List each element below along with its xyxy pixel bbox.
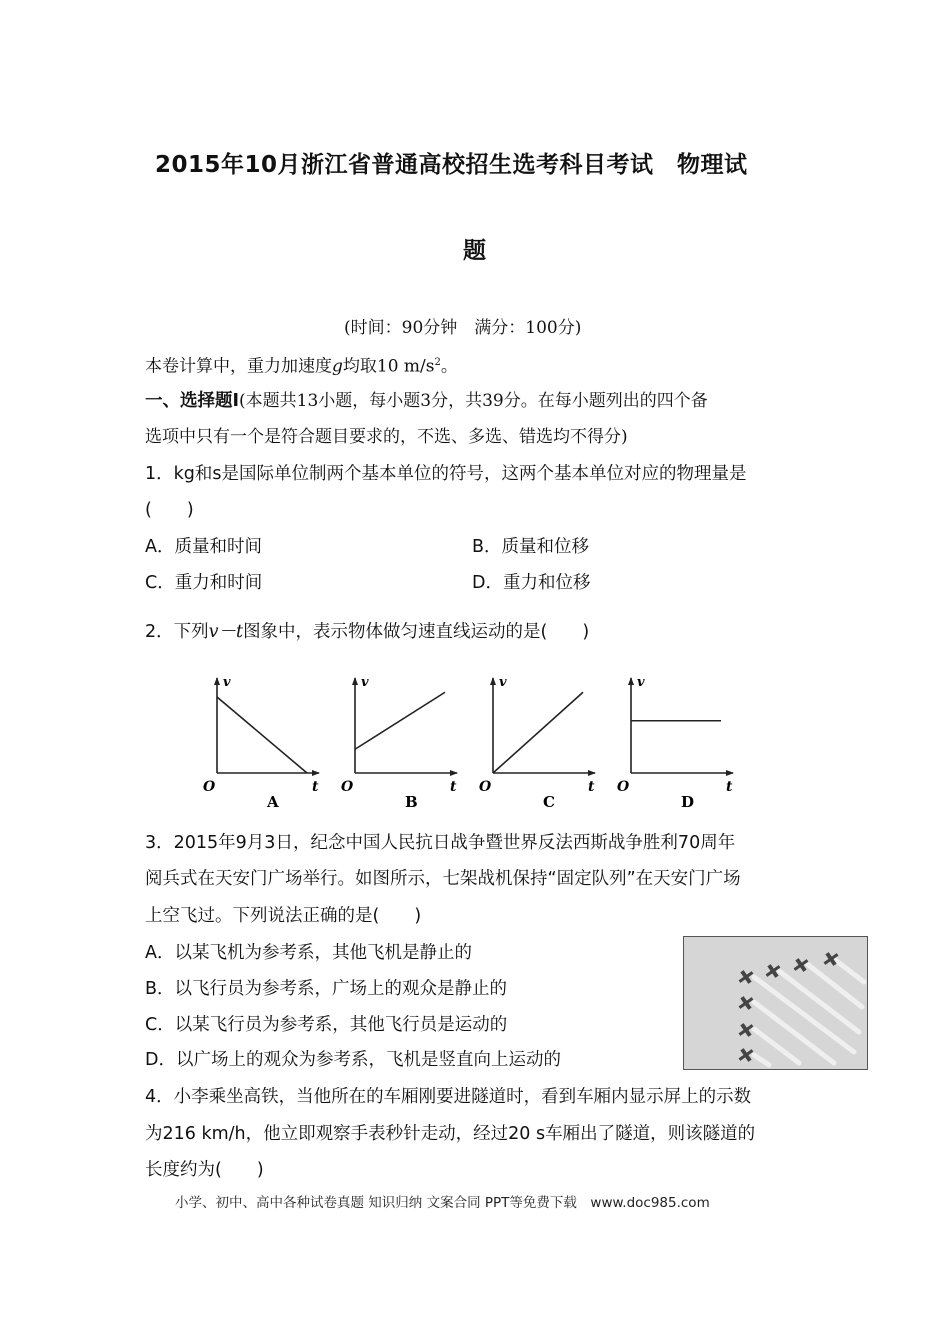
question-4-stem-line3: 长度约为( ) [145, 1160, 264, 1180]
gravity-note-prefix: 本卷计算中，重力加速度 [145, 356, 332, 377]
t-axis-arrow-C [588, 770, 596, 776]
question-3-option-d: D．以广场上的观众为参考系，飞机是竖直向上运动的 [145, 1050, 561, 1070]
origin-label-C: O [479, 779, 492, 795]
v-axis-label-B: v [361, 675, 369, 690]
t-axis-label-C: t [588, 779, 595, 795]
footer-watermark-text: 小学、初中、高中各种试卷真题 知识归纳 文案合同 PPT等免费下载 www.doc985.com [175, 1195, 710, 1211]
page-title: 2015年10月浙江省普通高校招生选考科目考试 物理试 [155, 152, 748, 178]
section-heading [145, 389, 708, 413]
origin-label-B: O [341, 779, 354, 795]
v-axis-arrow-D [628, 677, 634, 685]
origin-label-D: O [617, 779, 630, 795]
vt-line-C [493, 692, 583, 773]
exam-time-info: (时间：90分钟 满分：100分) [344, 318, 582, 338]
t-axis-label-B: t [450, 779, 457, 795]
graph-label-C: C [543, 793, 555, 808]
question-1-option-b: B．质量和位移 [472, 537, 590, 557]
v-axis-arrow-A [214, 677, 220, 685]
v-axis-arrow-C [490, 677, 496, 685]
v-axis-arrow-B [352, 677, 358, 685]
question-1-blank: ( ) [145, 500, 194, 520]
gravity-note-end: 。 [440, 356, 458, 377]
question-3-option-c: C．以某飞行员为参考系，其他飞行员是运动的 [145, 1015, 508, 1035]
page-title-continued: 题 [463, 238, 487, 264]
gravity-unit-exponent: 2 [434, 357, 441, 368]
gravity-note-suffix: 均取10 m/s [342, 356, 435, 377]
origin-label-A: O [203, 779, 216, 795]
gravity-symbol: g [332, 356, 343, 377]
graph-label-A: A [267, 793, 279, 808]
t-axis-arrow-D [726, 770, 734, 776]
question-3-option-a: A．以某飞机为参考系，其他飞机是静止的 [145, 943, 472, 963]
question-1-stem: 1．kg和s是国际单位制两个基本单位的符号，这两个基本单位对应的物理量是 [145, 464, 747, 484]
question-1-option-d: D．重力和位移 [472, 573, 591, 593]
question-3-stem-line3: 上空飞过。下列说法正确的是( ) [145, 906, 422, 926]
question-3-option-b: B．以飞行员为参考系，广场上的观众是静止的 [145, 979, 508, 999]
vt-line-B [355, 692, 445, 749]
question-4-stem-line1: 4．小李乘坐高铁，当他所在的车厢刚要进隧道时，看到车厢内显示屏上的示数 [145, 1087, 752, 1107]
t-axis-arrow-A [312, 770, 320, 776]
v-axis-label-D: v [637, 675, 645, 690]
v-axis-label-A: v [223, 675, 231, 690]
graph-label-D: D [681, 793, 695, 808]
vt-graphs-svg [195, 668, 755, 808]
question-2-stem-suffix: 图象中，表示物体做匀速直线运动的是( ) [243, 622, 590, 642]
question-1-option-a: A．质量和时间 [145, 537, 262, 557]
section-title: 一、选择题Ⅰ [145, 391, 240, 411]
jets-formation-photo [683, 936, 868, 1070]
vt-line-A [217, 697, 307, 773]
graph-label-B: B [405, 793, 418, 808]
vt-graphs [195, 668, 755, 808]
jets-formation-illustration [684, 937, 867, 1069]
gravity-note [145, 351, 458, 379]
question-2-variable: v－t [208, 622, 244, 642]
t-axis-label-D: t [726, 779, 733, 795]
question-3-stem-line2: 阅兵式在天安门广场举行。如图所示，七架战机保持“固定队列”在天安门广场 [145, 869, 741, 889]
question-2-stem-prefix: 2．下列 [145, 622, 209, 642]
t-axis-label-A: t [312, 779, 319, 795]
question-4-stem-line2: 为216 km/h，他立即观察手表秒针走动，经过20 s车厢出了隧道，则该隧道的 [145, 1124, 756, 1144]
section-desc-line1: (本题共13小题，每小题3分，共39分。在每小题列出的四个备 [239, 391, 708, 411]
v-axis-label-C: v [499, 675, 507, 690]
question-1-option-c: C．重力和时间 [145, 573, 263, 593]
question-2-stem [145, 620, 589, 644]
section-desc-line2: 选项中只有一个是符合题目要求的，不选、多选、错选均不得分) [145, 427, 628, 447]
question-3-stem-line1: 3．2015年9月3日，纪念中国人民抗日战争暨世界反法西斯战争胜利70周年 [145, 833, 736, 853]
t-axis-arrow-B [450, 770, 458, 776]
